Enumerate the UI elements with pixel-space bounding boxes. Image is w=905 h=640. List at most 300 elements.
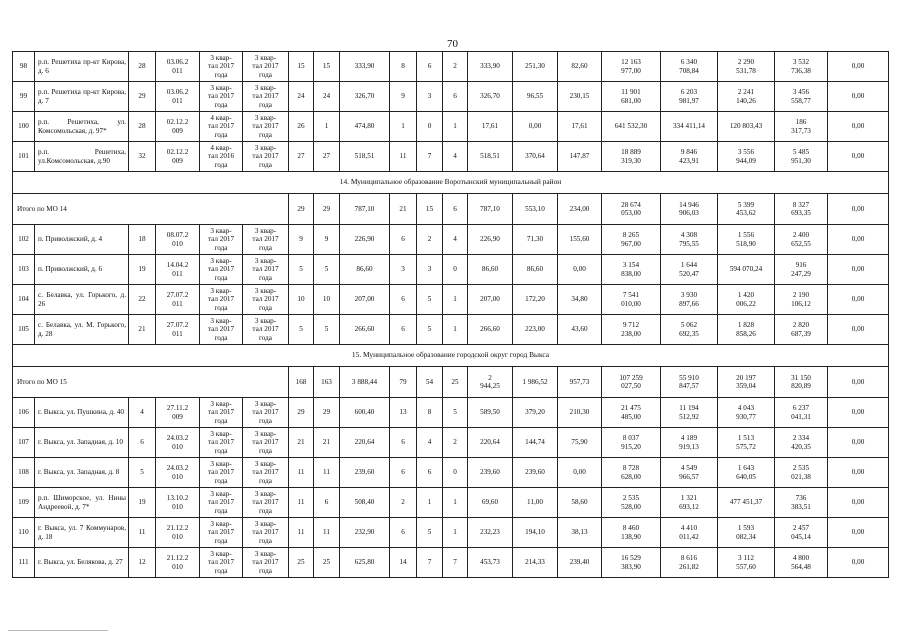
table-cell: 5 <box>417 315 443 345</box>
section-title: 14. Муниципальное образование Воротынский муниципальный район <box>13 172 889 194</box>
table-cell: 27.07.2 011 <box>156 315 200 345</box>
table-cell: 3 квар- тал 2017 года <box>243 255 289 285</box>
table-cell: 220,64 <box>468 428 513 458</box>
table-cell: 326,70 <box>468 82 513 112</box>
table-cell: 0,00 <box>828 518 889 548</box>
table-cell: 25 <box>314 548 340 578</box>
table-cell: 194,10 <box>513 518 558 548</box>
address-cell: г. Выкса, ул. Пушкина, д. 40 <box>35 398 129 428</box>
table-cell: 02.12.2 009 <box>156 142 200 172</box>
table-cell: 96,55 <box>513 82 558 112</box>
table-cell: 6 <box>390 315 417 345</box>
table-cell: 21 <box>289 428 314 458</box>
subtotal-cell: 957,73 <box>558 367 602 398</box>
table-cell: 5 <box>289 315 314 345</box>
table-cell: 474,80 <box>340 112 390 142</box>
table-cell: 5 062 692,35 <box>661 315 718 345</box>
table-cell: 8 460 138,90 <box>602 518 661 548</box>
table-row <box>13 548 889 578</box>
table-cell: 333,90 <box>468 52 513 82</box>
table-cell: 03.06.2 011 <box>156 82 200 112</box>
table-cell: 0,00 <box>558 255 602 285</box>
address-cell: р.п. Решетиха, ул.Комсомольская, д.90 <box>35 142 129 172</box>
table-cell: 3 квар- тал 2017 года <box>200 458 243 488</box>
table-cell: 11 <box>129 518 156 548</box>
table-cell: 16 529 383,90 <box>602 548 661 578</box>
table-cell: 108 <box>13 458 35 488</box>
table-cell: 3 квар- тал 2017 года <box>200 82 243 112</box>
table-cell: 120 803,43 <box>718 112 775 142</box>
table-cell: 11 <box>289 518 314 548</box>
table-cell: 3 456 558,77 <box>775 82 828 112</box>
table-cell: 477 451,37 <box>718 488 775 518</box>
subtotal-cell: 5 399 453,62 <box>718 194 775 225</box>
table-cell: 589,50 <box>468 398 513 428</box>
table-cell: 1 <box>443 518 468 548</box>
subtotal-cell: 787,10 <box>468 194 513 225</box>
table-cell: 4 189 919,13 <box>661 428 718 458</box>
table-cell: 6 203 981,97 <box>661 82 718 112</box>
table-cell: 0,00 <box>513 112 558 142</box>
address-cell: с. Белавка, ул. Горького, д. 26 <box>35 285 129 315</box>
address-cell: г. Выкса, ул. Западная, д. 8 <box>35 458 129 488</box>
table-cell: 3 квар- тал 2017 года <box>243 518 289 548</box>
table-row <box>13 458 889 488</box>
table-cell: 0,00 <box>828 225 889 255</box>
table-cell: 3 квар- тал 2017 года <box>243 142 289 172</box>
table-cell: 106 <box>13 398 35 428</box>
subtotal-row <box>13 194 889 225</box>
subtotal-cell: 25 <box>443 367 468 398</box>
table-row <box>13 112 889 142</box>
subtotal-label: Итого по МО 15 <box>13 367 289 398</box>
table-cell: 11 <box>390 142 417 172</box>
table-cell: 4 043 930,77 <box>718 398 775 428</box>
subtotal-cell: 553,10 <box>513 194 558 225</box>
table-cell: 13.10.2 010 <box>156 488 200 518</box>
table-cell: 21 475 485,00 <box>602 398 661 428</box>
table-cell: 220,64 <box>340 428 390 458</box>
table-cell: 207,00 <box>468 285 513 315</box>
table-cell: 4 549 966,57 <box>661 458 718 488</box>
table-cell: 379,20 <box>513 398 558 428</box>
table-row <box>13 82 889 112</box>
table-cell: 9 712 238,00 <box>602 315 661 345</box>
table-cell: 223,00 <box>513 315 558 345</box>
table-cell: 0,00 <box>828 82 889 112</box>
table-cell: 1 556 518,90 <box>718 225 775 255</box>
table-cell: 21 <box>314 428 340 458</box>
table-cell: 19 <box>129 255 156 285</box>
table-cell: 3 квар- тал 2017 года <box>243 458 289 488</box>
table-cell: 99 <box>13 82 35 112</box>
table-cell: 6 <box>129 428 156 458</box>
table-cell: 3 квар- тал 2017 года <box>200 315 243 345</box>
table-cell: 0,00 <box>558 458 602 488</box>
subtotal-cell: 2 944,25 <box>468 367 513 398</box>
table-cell: 27 <box>289 142 314 172</box>
table-cell: 6 <box>390 285 417 315</box>
table-cell: 1 828 858,26 <box>718 315 775 345</box>
table-cell: 86,60 <box>468 255 513 285</box>
table-cell: 107 <box>13 428 35 458</box>
subtotal-cell: 1 986,52 <box>513 367 558 398</box>
table-cell: 2 241 140,26 <box>718 82 775 112</box>
table-cell: 10 <box>289 285 314 315</box>
table-cell: 0 <box>417 112 443 142</box>
table-cell: 2 <box>443 52 468 82</box>
page-number: 70 <box>447 38 458 50</box>
table-cell: 3 <box>417 255 443 285</box>
subtotal-cell: 163 <box>314 367 340 398</box>
table-cell: 186 317,73 <box>775 112 828 142</box>
table-cell: 594 070,24 <box>718 255 775 285</box>
table-cell: 3 квар- тал 2017 года <box>243 225 289 255</box>
table-cell: 26 <box>289 112 314 142</box>
table-row <box>13 315 889 345</box>
table-cell: 19 <box>129 488 156 518</box>
table-cell: 2 <box>417 225 443 255</box>
table-cell: 9 <box>289 225 314 255</box>
subtotal-cell: 15 <box>417 194 443 225</box>
table-cell: 0,00 <box>828 112 889 142</box>
table-cell: 110 <box>13 518 35 548</box>
table-cell: 172,20 <box>513 285 558 315</box>
table-cell: 02.12.2 009 <box>156 112 200 142</box>
table-cell: 14.04.2 011 <box>156 255 200 285</box>
table-cell: 101 <box>13 142 35 172</box>
table-cell: 24 <box>289 82 314 112</box>
table-cell: 03.06.2 011 <box>156 52 200 82</box>
table-cell: 1 643 640,05 <box>718 458 775 488</box>
table-cell: 4 квар- тал 2017 года <box>200 112 243 142</box>
address-cell: п. Приволжский, д. 4 <box>35 225 129 255</box>
table-cell: 8 <box>390 52 417 82</box>
table-cell: 370,64 <box>513 142 558 172</box>
table-cell: 109 <box>13 488 35 518</box>
table-cell: 6 <box>390 518 417 548</box>
table-cell: 8 037 915,20 <box>602 428 661 458</box>
subtotal-cell: 168 <box>289 367 314 398</box>
address-cell: г. Выкса, ул. Белякова, д. 27 <box>35 548 129 578</box>
table-cell: 0,00 <box>828 255 889 285</box>
address-cell: р.п. Шиморское, ул. Нины Андреевой, д. 7* <box>35 488 129 518</box>
table-cell: 453,73 <box>468 548 513 578</box>
table-cell: 1 <box>390 112 417 142</box>
table-cell: 18 <box>129 225 156 255</box>
table-cell: 24.03.2 010 <box>156 428 200 458</box>
table-cell: 3 квар- тал 2017 года <box>200 548 243 578</box>
table-cell: 2 820 687,39 <box>775 315 828 345</box>
table-cell: 2 <box>443 428 468 458</box>
table-cell: 518,51 <box>468 142 513 172</box>
table-cell: 0,00 <box>828 398 889 428</box>
section-header-row <box>13 172 889 194</box>
address-cell: р.п. Решетиха пр-кт Кирова, д. 7 <box>35 82 129 112</box>
subtotal-cell: 21 <box>390 194 417 225</box>
subtotal-cell: 6 <box>443 194 468 225</box>
table-cell: 5 <box>443 398 468 428</box>
table-cell: 226,90 <box>340 225 390 255</box>
table-cell: 6 <box>390 428 417 458</box>
table-cell: 3 <box>417 82 443 112</box>
table-cell: 11 <box>314 518 340 548</box>
table-cell: 4 <box>443 142 468 172</box>
table-cell: 18 889 319,30 <box>602 142 661 172</box>
table-cell: 8 616 261,82 <box>661 548 718 578</box>
table-row <box>13 225 889 255</box>
table-cell: 155,60 <box>558 225 602 255</box>
subtotal-cell: 234,00 <box>558 194 602 225</box>
table-cell: 5 <box>314 255 340 285</box>
table-cell: 144,74 <box>513 428 558 458</box>
address-cell: р.п. Решетиха, ул. Комсомольская, д. 97* <box>35 112 129 142</box>
table-cell: 7 <box>417 548 443 578</box>
table-cell: 25 <box>289 548 314 578</box>
address-cell: г. Выкса, ул. 7 Коммунаров, д. 18 <box>35 518 129 548</box>
table-cell: 3 квар- тал 2017 года <box>243 315 289 345</box>
table-cell: 6 <box>443 82 468 112</box>
table-cell: 103 <box>13 255 35 285</box>
table-cell: 3 квар- тал 2017 года <box>200 488 243 518</box>
table-cell: 15 <box>289 52 314 82</box>
table-cell: 8 728 628,00 <box>602 458 661 488</box>
table-cell: 3 154 838,00 <box>602 255 661 285</box>
subtotal-cell: 3 888,44 <box>340 367 390 398</box>
table-cell: 266,60 <box>468 315 513 345</box>
table-cell: 21.12.2 010 <box>156 518 200 548</box>
table-cell: 86,60 <box>513 255 558 285</box>
table-cell: 29 <box>129 82 156 112</box>
table-cell: 6 <box>390 225 417 255</box>
table-cell: 916 247,29 <box>775 255 828 285</box>
subtotal-cell: 31 150 820,89 <box>775 367 828 398</box>
table-row <box>13 488 889 518</box>
table-cell: 4 <box>417 428 443 458</box>
table-cell: 1 <box>443 112 468 142</box>
table-cell: 8 <box>417 398 443 428</box>
table-cell: 1 420 006,22 <box>718 285 775 315</box>
table-cell: 0,00 <box>828 315 889 345</box>
table-row <box>13 285 889 315</box>
table-cell: 1 <box>443 315 468 345</box>
subtotal-cell: 20 197 359,04 <box>718 367 775 398</box>
table-cell: 2 334 420,35 <box>775 428 828 458</box>
table-row <box>13 518 889 548</box>
table-cell: 3 квар- тал 2017 года <box>243 112 289 142</box>
table-cell: 0,00 <box>828 548 889 578</box>
table-cell: 3 квар- тал 2017 года <box>200 518 243 548</box>
section-header-row <box>13 345 889 367</box>
table-cell: 1 <box>443 488 468 518</box>
table-cell: 12 <box>129 548 156 578</box>
table-cell: 71,30 <box>513 225 558 255</box>
table-cell: 7 541 010,00 <box>602 285 661 315</box>
table-cell: 24 <box>314 82 340 112</box>
table-cell: 2 290 531,78 <box>718 52 775 82</box>
address-cell: г. Выкса, ул. Западная, д. 10 <box>35 428 129 458</box>
page-edge-line <box>8 630 108 631</box>
table-cell: 2 457 045,14 <box>775 518 828 548</box>
subtotal-row <box>13 367 889 398</box>
subtotal-cell: 55 910 847,57 <box>661 367 718 398</box>
subtotal-cell: 107 259 027,50 <box>602 367 661 398</box>
table-cell: 3 квар- тал 2017 года <box>243 398 289 428</box>
table-cell: 232,23 <box>468 518 513 548</box>
table-cell: 147,87 <box>558 142 602 172</box>
table-row <box>13 142 889 172</box>
table-cell: 21 <box>129 315 156 345</box>
table-cell: 333,90 <box>340 52 390 82</box>
table-cell: 10 <box>314 285 340 315</box>
table-cell: 1 644 520,47 <box>661 255 718 285</box>
table-cell: 0,00 <box>828 488 889 518</box>
table-cell: 0 <box>443 255 468 285</box>
table-cell: 0 <box>443 458 468 488</box>
table-cell: 334 411,14 <box>661 112 718 142</box>
table-cell: 2 <box>390 488 417 518</box>
table-cell: 14 <box>390 548 417 578</box>
table-cell: 1 <box>314 112 340 142</box>
table-cell: 7 <box>443 548 468 578</box>
table-cell: 230,15 <box>558 82 602 112</box>
section-title: 15. Муниципальное образование городской округ город Выкса <box>13 345 889 367</box>
table-cell: 43,60 <box>558 315 602 345</box>
table-cell: 11 901 681,00 <box>602 82 661 112</box>
table-cell: 4 308 795,55 <box>661 225 718 255</box>
table-row <box>13 52 889 82</box>
table-cell: 6 <box>390 458 417 488</box>
table-cell: 38,13 <box>558 518 602 548</box>
table-cell: 105 <box>13 315 35 345</box>
address-cell: с. Белавка, ул. М. Горького, д. 28 <box>35 315 129 345</box>
table-cell: 600,40 <box>340 398 390 428</box>
table-cell: 12 163 977,00 <box>602 52 661 82</box>
table-cell: 326,70 <box>340 82 390 112</box>
table-cell: 210,30 <box>558 398 602 428</box>
table-cell: 3 квар- тал 2017 года <box>243 82 289 112</box>
address-cell: п. Приволжский, д. 6 <box>35 255 129 285</box>
table-cell: 2 535 021,38 <box>775 458 828 488</box>
table-cell: 86,60 <box>340 255 390 285</box>
subtotal-cell: 29 <box>314 194 340 225</box>
table-cell: 3 квар- тал 2017 года <box>243 548 289 578</box>
table-cell: 4 <box>129 398 156 428</box>
table-cell: 21.12.2 010 <box>156 548 200 578</box>
subtotal-cell: 28 674 053,00 <box>602 194 661 225</box>
table-cell: 518,51 <box>340 142 390 172</box>
table-cell: 3 532 736,38 <box>775 52 828 82</box>
table-cell: 111 <box>13 548 35 578</box>
table-cell: 98 <box>13 52 35 82</box>
table-cell: 239,60 <box>513 458 558 488</box>
subtotal-cell: 0,00 <box>828 367 889 398</box>
table-cell: 69,60 <box>468 488 513 518</box>
table-cell: 2 535 528,00 <box>602 488 661 518</box>
table-cell: 3 квар- тал 2017 года <box>200 225 243 255</box>
table-cell: 1 321 693,12 <box>661 488 718 518</box>
table-cell: 28 <box>129 112 156 142</box>
table-cell: 34,80 <box>558 285 602 315</box>
table-cell: 28 <box>129 52 156 82</box>
subtotal-cell: 79 <box>390 367 417 398</box>
table-cell: 4 800 564,48 <box>775 548 828 578</box>
table-cell: 214,33 <box>513 548 558 578</box>
table-cell: 0,00 <box>828 142 889 172</box>
table-row <box>13 398 889 428</box>
table-cell: 5 <box>417 518 443 548</box>
table-cell: 08.07.2 010 <box>156 225 200 255</box>
table-cell: 3 квар- тал 2017 года <box>243 428 289 458</box>
table-cell: 11,00 <box>513 488 558 518</box>
table-cell: 1 <box>417 488 443 518</box>
table-cell: 3 квар- тал 2017 года <box>243 285 289 315</box>
table-cell: 17,61 <box>558 112 602 142</box>
table-row <box>13 428 889 458</box>
table-cell: 11 <box>289 488 314 518</box>
subtotal-cell: 14 946 906,03 <box>661 194 718 225</box>
table-cell: 1 513 575,72 <box>718 428 775 458</box>
table-cell: 736 383,51 <box>775 488 828 518</box>
table-cell: 251,30 <box>513 52 558 82</box>
table-cell: 11 194 512,92 <box>661 398 718 428</box>
table-cell: 3 квар- тал 2017 года <box>200 255 243 285</box>
table-cell: 239,40 <box>558 548 602 578</box>
table-cell: 7 <box>417 142 443 172</box>
table-cell: 2 400 652,55 <box>775 225 828 255</box>
table-cell: 9 <box>314 225 340 255</box>
table-cell: 0,00 <box>828 458 889 488</box>
subtotal-cell: 0,00 <box>828 194 889 225</box>
table-cell: 207,00 <box>340 285 390 315</box>
table-cell: 82,60 <box>558 52 602 82</box>
table-cell: 6 <box>314 488 340 518</box>
table-cell: 11 <box>314 458 340 488</box>
table-cell: 3 квар- тал 2017 года <box>200 52 243 82</box>
table-row <box>13 255 889 285</box>
table-cell: 2 190 106,12 <box>775 285 828 315</box>
table-cell: 239,60 <box>468 458 513 488</box>
table-cell: 13 <box>390 398 417 428</box>
address-cell: р.п. Решетиха пр-кт Кирова, д. 6 <box>35 52 129 82</box>
table-cell: 239,60 <box>340 458 390 488</box>
table-cell: 266,60 <box>340 315 390 345</box>
table-cell: 11 <box>289 458 314 488</box>
table-cell: 9 <box>390 82 417 112</box>
housing-register-table <box>12 51 889 578</box>
table-cell: 58,60 <box>558 488 602 518</box>
subtotal-cell: 787,10 <box>340 194 390 225</box>
table-cell: 15 <box>314 52 340 82</box>
table-cell: 641 532,30 <box>602 112 661 142</box>
table-cell: 5 <box>314 315 340 345</box>
subtotal-cell: 8 327 693,35 <box>775 194 828 225</box>
table-cell: 29 <box>314 398 340 428</box>
table-cell: 0,00 <box>828 52 889 82</box>
table-cell: 0,00 <box>828 285 889 315</box>
table-cell: 3 квар- тал 2017 года <box>200 285 243 315</box>
table-cell: 102 <box>13 225 35 255</box>
table-cell: 5 <box>289 255 314 285</box>
table-cell: 3 930 897,66 <box>661 285 718 315</box>
table-cell: 6 237 041,31 <box>775 398 828 428</box>
subtotal-cell: 54 <box>417 367 443 398</box>
table-cell: 6 <box>417 458 443 488</box>
subtotal-cell: 29 <box>289 194 314 225</box>
table-cell: 4 <box>443 225 468 255</box>
table-cell: 17,61 <box>468 112 513 142</box>
table-cell: 3 квар- тал 2017 года <box>200 398 243 428</box>
